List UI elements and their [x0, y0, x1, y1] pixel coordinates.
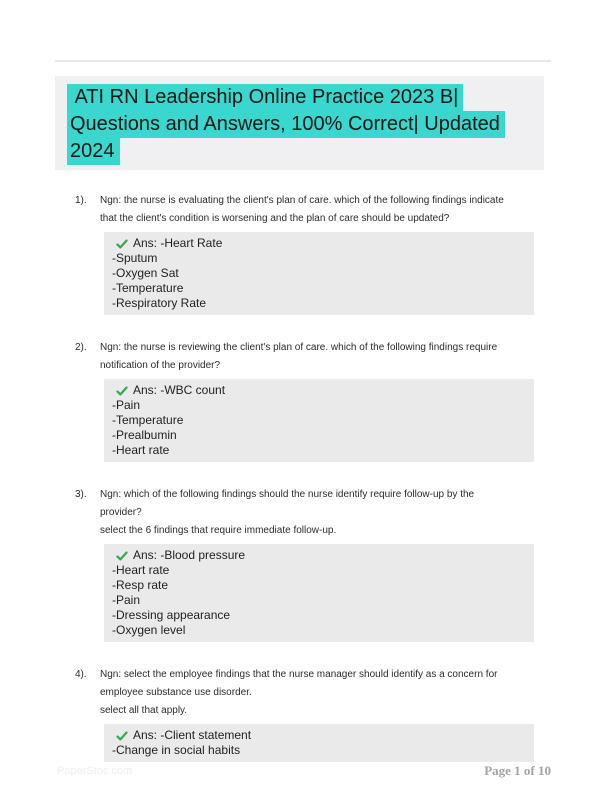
- title-highlight: Questions and Answers, 100% Correct| Updated: [67, 111, 505, 138]
- answer-line: -Temperature: [112, 413, 184, 427]
- answer-line: -Respiratory Rate: [112, 296, 207, 310]
- check-icon: [116, 238, 128, 250]
- title-line: [67, 84, 532, 111]
- answer-box: [104, 379, 534, 462]
- check-icon: [116, 550, 128, 562]
- question-text-line: employee substance use disorder.: [100, 687, 252, 698]
- answer-line: -Oxygen Sat: [112, 266, 179, 280]
- question-number: 2).: [75, 342, 87, 353]
- question-number: 1).: [75, 195, 87, 206]
- title-highlight: 2024: [67, 138, 120, 165]
- document-title-block: [55, 76, 544, 170]
- question-text-line: Ngn: the nurse is reviewing the client's plan of care. which of the following findings require: [100, 342, 498, 353]
- question-text-line: Ngn: the nurse is evaluating the client's plan of care. which of the following findings indicate: [100, 195, 504, 206]
- question-block-4: [75, 666, 551, 762]
- question-text-line: that the client's condition is worsening and the plan of care should be updated?: [100, 213, 450, 224]
- question-text-line: Ngn: which of the following findings should the nurse identify require follow-up by the: [100, 489, 475, 500]
- check-icon: [116, 730, 128, 742]
- page-number: Page 1 of 10: [484, 763, 551, 778]
- answer-box: [104, 232, 534, 315]
- check-icon: [116, 385, 128, 397]
- title-line: [67, 138, 532, 165]
- title-highlight: ATI RN Leadership Online Practice 2023 B|: [67, 84, 463, 111]
- answer-line: -Heart rate: [112, 563, 170, 577]
- answer-line: -Temperature: [112, 281, 184, 295]
- answer-text: Ans: -WBC count: [133, 383, 226, 397]
- answer-line: -Pain: [112, 593, 141, 607]
- title-line: [67, 111, 532, 138]
- watermark-text: PaperStoc.com: [57, 765, 133, 777]
- answer-text: Ans: -Blood pressure: [133, 548, 246, 562]
- question-text-line: select the 6 findings that require immediate follow-up.: [100, 525, 337, 536]
- answer-box: [104, 544, 534, 642]
- answer-line: -Prealbumin: [112, 428, 177, 442]
- question-text-line: provider?: [100, 507, 142, 518]
- answer-line: [112, 548, 524, 563]
- answer-line: -Change in social habits: [112, 743, 241, 757]
- answer-line: -Pain: [112, 398, 141, 412]
- answer-line: -Sputum: [112, 251, 158, 265]
- question-block-2: [75, 339, 551, 462]
- question-number: 4).: [75, 669, 87, 680]
- question-number: 3).: [75, 489, 87, 500]
- questions-list: [75, 192, 551, 786]
- answer-line: [112, 236, 524, 251]
- answer-line: [112, 383, 524, 398]
- answer-line: -Heart rate: [112, 443, 170, 457]
- answer-text: Ans: -Heart Rate: [133, 236, 223, 250]
- answer-line: [112, 728, 524, 743]
- question-text-line: Ngn: select the employee findings that the nurse manager should identify as a concern for: [100, 669, 498, 680]
- question-text-line: notification of the provider?: [100, 360, 221, 371]
- answer-text: Ans: -Client statement: [133, 728, 252, 742]
- answer-line: -Dressing appearance: [112, 608, 231, 622]
- answer-box: [104, 724, 534, 762]
- question-text-line: select all that apply.: [100, 705, 188, 716]
- answer-line: -Oxygen level: [112, 623, 186, 637]
- answer-line: -Resp rate: [112, 578, 169, 592]
- question-block-1: [75, 192, 551, 315]
- question-block-3: [75, 486, 551, 642]
- top-divider: [55, 60, 551, 62]
